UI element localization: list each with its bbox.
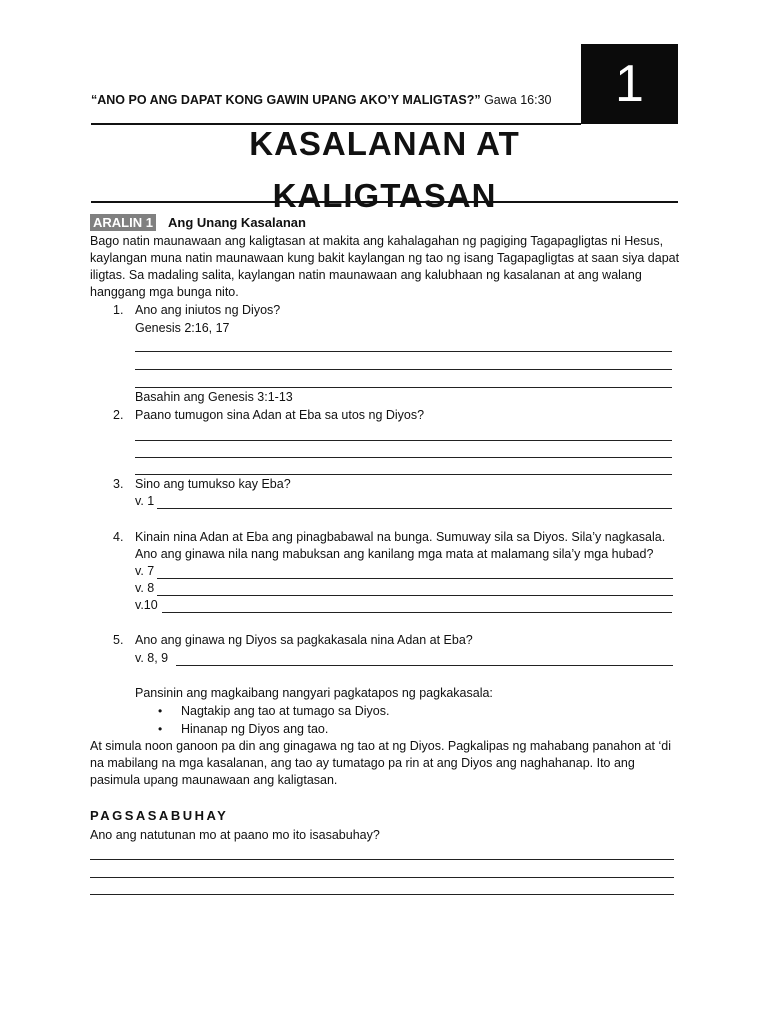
bullet-icon: •: [158, 722, 163, 736]
question-text: Sino ang tumukso kay Eba?: [135, 477, 291, 491]
answer-line[interactable]: [157, 578, 673, 579]
question-text: Kinain nina Adan at Eba ang pinagbabawal na bunga. Sumuway sila sa Diyos. Sila’y nagkasala.: [135, 530, 666, 544]
question-text-continued: Ano ang ginawa nila nang mabuksan ang kanilang mga mata at malamang sila’y mga hubad?: [135, 547, 654, 561]
verse-label: v. 1: [135, 494, 155, 508]
verse-label: v. 7: [135, 564, 155, 578]
question-number: 4.: [113, 530, 124, 544]
title-line-1: KASALANAN AT: [249, 125, 520, 162]
question-text: Ano ang ginawa ng Diyos sa pagkakasala nina Adan at Eba?: [135, 633, 473, 647]
answer-line[interactable]: [162, 612, 672, 613]
quote-text: “ANO PO ANG DAPAT KONG GAWIN UPANG AKO’Y MALIGTAS?”: [91, 93, 481, 107]
lesson-number-badge: 1: [581, 44, 678, 124]
observation-bullet: Nagtakip ang tao at tumago sa Diyos.: [181, 704, 390, 718]
closing-paragraph: At simula noon ganoon pa din ang ginagawa ng tao at ng Diyos. Pagkalipas ng mahabang panahon at ‘di na mabilang na mga kasalanan, ang tao ay tumatago pa rin at ang Diyos ang naghahanap. Ito ang pasimula upang maunawaan ang kaligtasan.: [90, 739, 671, 787]
lesson-intro: Bago natin maunawaan ang kaligtasan at makita ang kahalagahan ng pagiging Tagapagligtas ni Hesus, kaylangan muna natin maunawaan kung bakit kaylangan ng tao ng isang Tagapagligtas at saan siya dapat iligtas. Sa madaling salita, kaylangan natin maunawaan ang kalubhaan ng kasalanan at ang walang hanggang mga bunga nito.: [90, 234, 680, 299]
answer-line[interactable]: [157, 595, 673, 596]
answer-line[interactable]: [135, 387, 672, 388]
title-line-2: KALIGTASAN: [272, 177, 497, 214]
observation-intro: Pansinin ang magkaibang nangyari pagkatapos ng pagkakasala:: [135, 686, 493, 700]
observation-bullet: Hinanap ng Diyos ang tao.: [181, 722, 329, 736]
reading-note: Basahin ang Genesis 3:1-13: [135, 390, 293, 404]
question-number: 3.: [113, 477, 124, 491]
answer-line[interactable]: [90, 894, 674, 895]
answer-line[interactable]: [135, 440, 672, 441]
application-heading: PAGSASABUHAY: [90, 808, 229, 823]
answer-line[interactable]: [90, 859, 674, 860]
question-number: 1.: [113, 303, 124, 317]
answer-line[interactable]: [176, 665, 673, 666]
answer-line[interactable]: [90, 877, 674, 878]
answer-line[interactable]: [135, 474, 672, 475]
question-number: 5.: [113, 633, 124, 647]
answer-line[interactable]: [157, 508, 672, 509]
lesson-tag: ARALIN 1: [90, 214, 156, 231]
answer-line[interactable]: [135, 369, 672, 370]
quote-reference: Gawa 16:30: [484, 93, 552, 107]
verse-label: v. 8, 9: [135, 651, 169, 665]
answer-line[interactable]: [135, 351, 672, 352]
question-reference: Genesis 2:16, 17: [135, 321, 230, 335]
question-text: Ano ang iniutos ng Diyos?: [135, 303, 281, 317]
lesson-title: Ang Unang Kasalanan: [168, 215, 306, 230]
question-number: 2.: [113, 408, 124, 422]
answer-line[interactable]: [135, 457, 672, 458]
header-quote: [91, 93, 552, 107]
verse-label: v. 8: [135, 581, 155, 595]
page-title: [91, 118, 678, 222]
bullet-icon: •: [158, 704, 163, 718]
application-prompt: Ano ang natutunan mo at paano mo ito isasabuhay?: [90, 828, 380, 842]
question-text: Paano tumugon sina Adan at Eba sa utos ng Diyos?: [135, 408, 425, 422]
verse-label: v.10: [135, 598, 158, 612]
